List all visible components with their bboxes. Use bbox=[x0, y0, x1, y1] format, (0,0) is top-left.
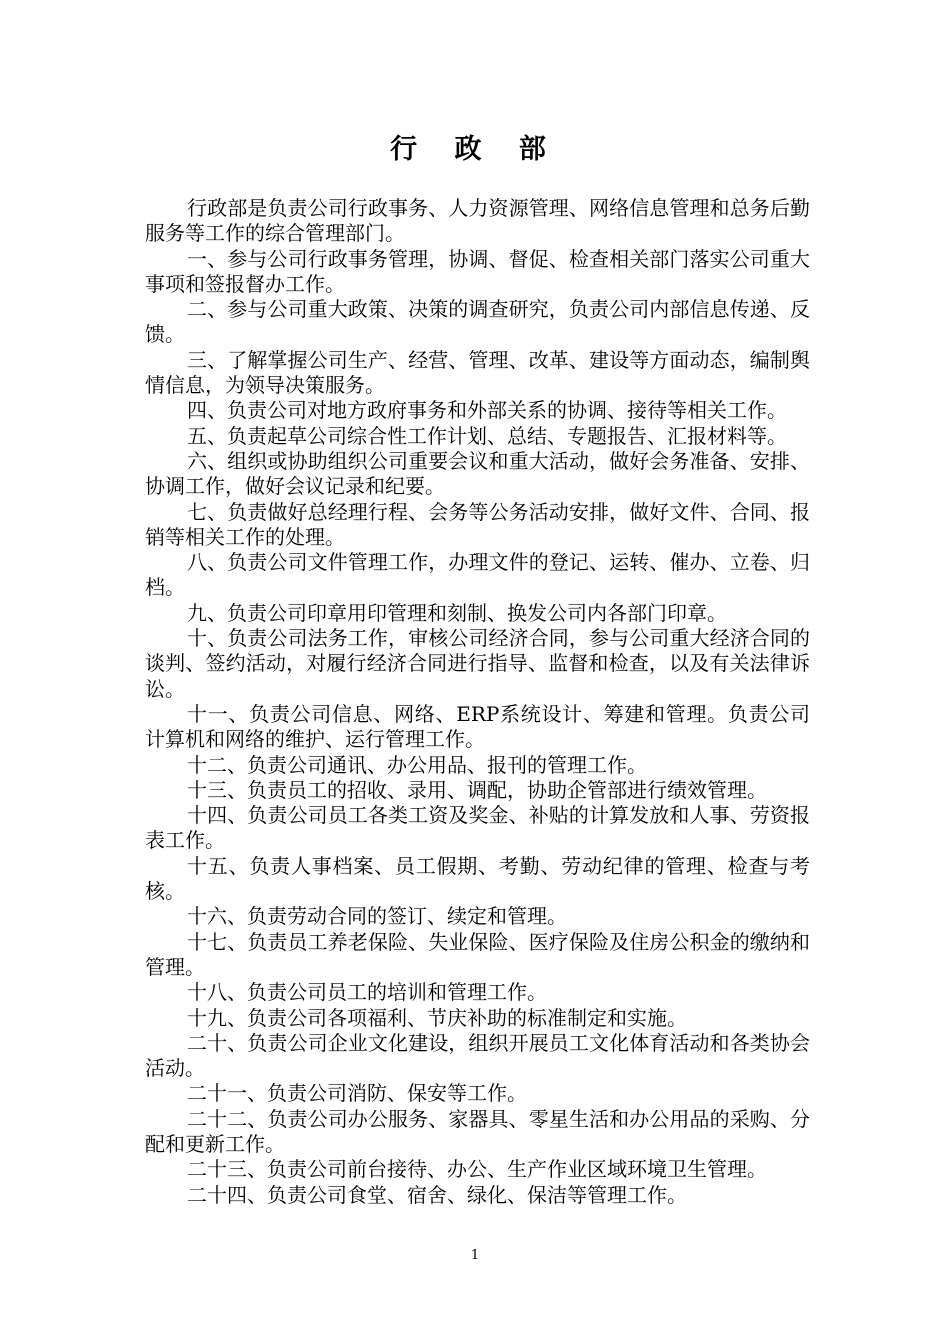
paragraph-item-5: 五、负责起草公司综合性工作计划、总结、专题报告、汇报材料等。 bbox=[187, 423, 787, 448]
paragraph-item-18: 十八、负责公司员工的培训和管理工作。 bbox=[187, 980, 547, 1005]
paragraph-item-10: 十、负责公司法务工作，审核公司经济合同，参与公司重大经济合同的谈判、签约活动，对履行经济合同进行指导、监督和检查，以及有关法律诉讼。 bbox=[145, 626, 810, 701]
paragraph-item-1: 一、参与公司行政事务管理，协调、督促、检查相关部门落实公司重大事项和签报督办工作。 bbox=[145, 246, 810, 296]
paragraph-item-8: 八、负责公司文件管理工作，办理文件的登记、运转、催办、立卷、归档。 bbox=[145, 550, 810, 600]
paragraph-item-23: 二十三、负责公司前台接待、办公、生产作业区域环境卫生管理。 bbox=[187, 1157, 767, 1182]
page-number: 1 bbox=[470, 1248, 480, 1263]
paragraph-item-2: 二、参与公司重大政策、决策的调查研究，负责公司内部信息传递、反馈。 bbox=[145, 297, 810, 347]
paragraph-item-21: 二十一、负责公司消防、保安等工作。 bbox=[187, 1081, 527, 1106]
paragraph-item-4: 四、负责公司对地方政府事务和外部关系的协调、接待等相关工作。 bbox=[187, 398, 787, 423]
document-body bbox=[145, 196, 810, 1208]
paragraph-item-15: 十五、负责人事档案、员工假期、考勤、劳动纪律的管理、检查与考核。 bbox=[145, 853, 810, 904]
paragraph-item-24: 二十四、负责公司食堂、宿舍、绿化、保洁等管理工作。 bbox=[187, 1182, 687, 1207]
paragraph-item-22: 二十二、负责公司办公服务、家器具、零星生活和办公用品的采购、分配和更新工作。 bbox=[145, 1106, 810, 1156]
page-title: 行 政 部 bbox=[390, 134, 560, 165]
paragraph-item-9: 九、负责公司印章用印管理和刻制、换发公司内各部门印章。 bbox=[187, 600, 727, 625]
paragraph-item-19: 十九、负责公司各项福利、节庆补助的标准制定和实施。 bbox=[187, 1005, 687, 1030]
paragraph-item-17: 十七、负责员工养老保险、失业保险、医疗保险及住房公积金的缴纳和管理。 bbox=[145, 929, 810, 979]
paragraph-item-12: 十二、负责公司通讯、办公用品、报刊的管理工作。 bbox=[187, 752, 647, 777]
paragraph-intro: 行政部是负责公司行政事务、人力资源管理、网络信息管理和总务后勤服务等工作的综合管理部门。 bbox=[145, 196, 810, 246]
paragraph-item-7: 七、负责做好总经理行程、会务等公务活动安排，做好文件、合同、报销等相关工作的处理。 bbox=[145, 499, 810, 549]
paragraph-item-14: 十四、负责公司员工各类工资及奖金、补贴的计算发放和人事、劳资报表工作。 bbox=[145, 803, 810, 853]
paragraph-item-3: 三、了解掌握公司生产、经营、管理、改革、建设等方面动态，编制舆情信息，为领导决策服务。 bbox=[145, 347, 810, 398]
paragraph-item-6: 六、组织或协助组织公司重要会议和重大活动，做好会务准备、安排、协调工作，做好会议记录和纪要。 bbox=[145, 448, 810, 499]
paragraph-item-13: 十三、负责员工的招收、录用、调配，协助企管部进行绩效管理。 bbox=[187, 777, 767, 802]
paragraph-item-20: 二十、负责公司企业文化建设，组织开展员工文化体育活动和各类协会活动。 bbox=[145, 1030, 810, 1081]
paragraph-item-11: 十一、负责公司信息、网络、ERP系统设计、筹建和管理。负责公司计算机和网络的维护、运行管理工作。 bbox=[145, 701, 810, 752]
paragraph-item-16: 十六、负责劳动合同的签订、续定和管理。 bbox=[187, 904, 567, 929]
